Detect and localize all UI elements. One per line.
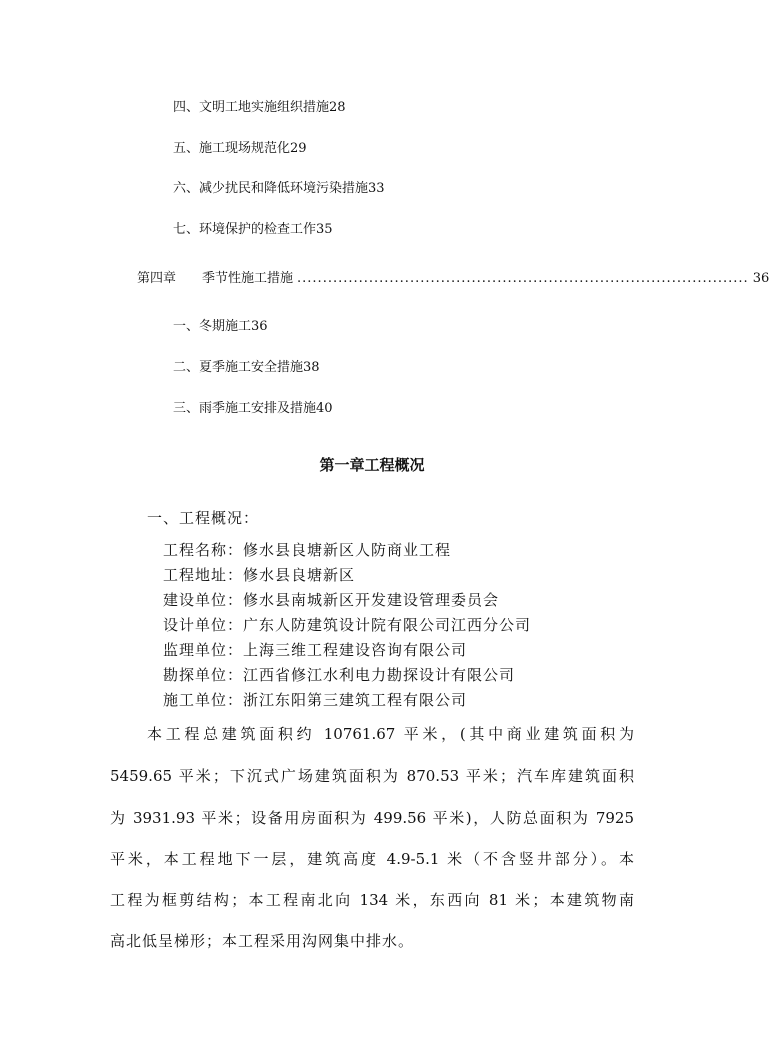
paragraph-line: 为 3931.93 平米；设备用房面积为 499.56 平米)，人防总面积为 7925 <box>110 809 634 827</box>
toc-page: 29 <box>290 141 307 156</box>
info-line: 设计单位：广东人防建筑设计院有限公司江西分公司 <box>163 616 532 634</box>
toc-item[interactable] <box>173 359 320 377</box>
info-line: 监理单位：上海三维工程建设咨询有限公司 <box>163 641 468 659</box>
toc-item[interactable] <box>173 318 268 336</box>
paragraph-line: 5459.65 平米；下沉式广场建筑面积为 870.53 平米；汽车库建筑面积 <box>110 767 634 785</box>
info-line: 勘探单位：江西省修江水利电力勘探设计有限公司 <box>163 666 516 684</box>
paragraph-line: 工程为框剪结构；本工程南北向 134 米，东西向 81 米；本建筑物南 <box>110 891 634 909</box>
toc-label: 七、环境保护的检查工作 <box>173 222 317 237</box>
toc-label: 一、冬期施工 <box>173 319 252 334</box>
toc-item[interactable] <box>173 99 346 117</box>
toc-item[interactable] <box>173 221 333 239</box>
toc-item[interactable] <box>173 400 333 418</box>
toc-page: 33 <box>368 181 385 196</box>
toc-item[interactable] <box>173 180 385 198</box>
toc-page: 36 <box>251 319 268 334</box>
section-heading: 一、工程概况： <box>147 509 260 527</box>
info-line: 施工单位：浙江东阳第三建筑工程有限公司 <box>163 691 468 709</box>
toc-item[interactable] <box>173 140 307 158</box>
toc-page: 35 <box>316 222 333 237</box>
chapter-number: 第四章 <box>137 271 177 286</box>
toc-label: 五、施工现场规范化 <box>173 141 291 156</box>
toc-chapter[interactable] <box>137 270 769 288</box>
toc-label: 三、雨季施工安排及措施 <box>173 401 317 416</box>
paragraph-line: 本工程总建筑面积约 10761.67 平米，(其中商业建筑面积为 <box>147 725 634 743</box>
toc-label: 二、夏季施工安全措施 <box>173 360 304 375</box>
chapter-title: 季节性施工措施 <box>202 271 294 286</box>
toc-label: 四、文明工地实施组织措施 <box>173 100 330 115</box>
chapter-heading: 第一章工程概况 <box>319 456 425 474</box>
toc-page: 38 <box>303 360 320 375</box>
toc-page: 40 <box>316 401 333 416</box>
dot-leader: ........................................................................................ <box>297 271 749 286</box>
toc-page: 28 <box>329 100 346 115</box>
info-line: 建设单位：修水县南城新区开发建设管理委员会 <box>163 591 500 609</box>
info-line: 工程地址：修水县良塘新区 <box>163 566 356 584</box>
paragraph-line: 平米，本工程地下一层，建筑高度 4.9-5.1 米（不含竖井部分）。本 <box>110 850 634 868</box>
paragraph-line: 高北低呈梯形；本工程采用沟网集中排水。 <box>110 932 415 950</box>
chapter-page: 36 <box>752 271 769 286</box>
toc-label: 六、减少扰民和降低环境污染措施 <box>173 181 369 196</box>
info-line: 工程名称：修水县良塘新区人防商业工程 <box>163 541 452 559</box>
